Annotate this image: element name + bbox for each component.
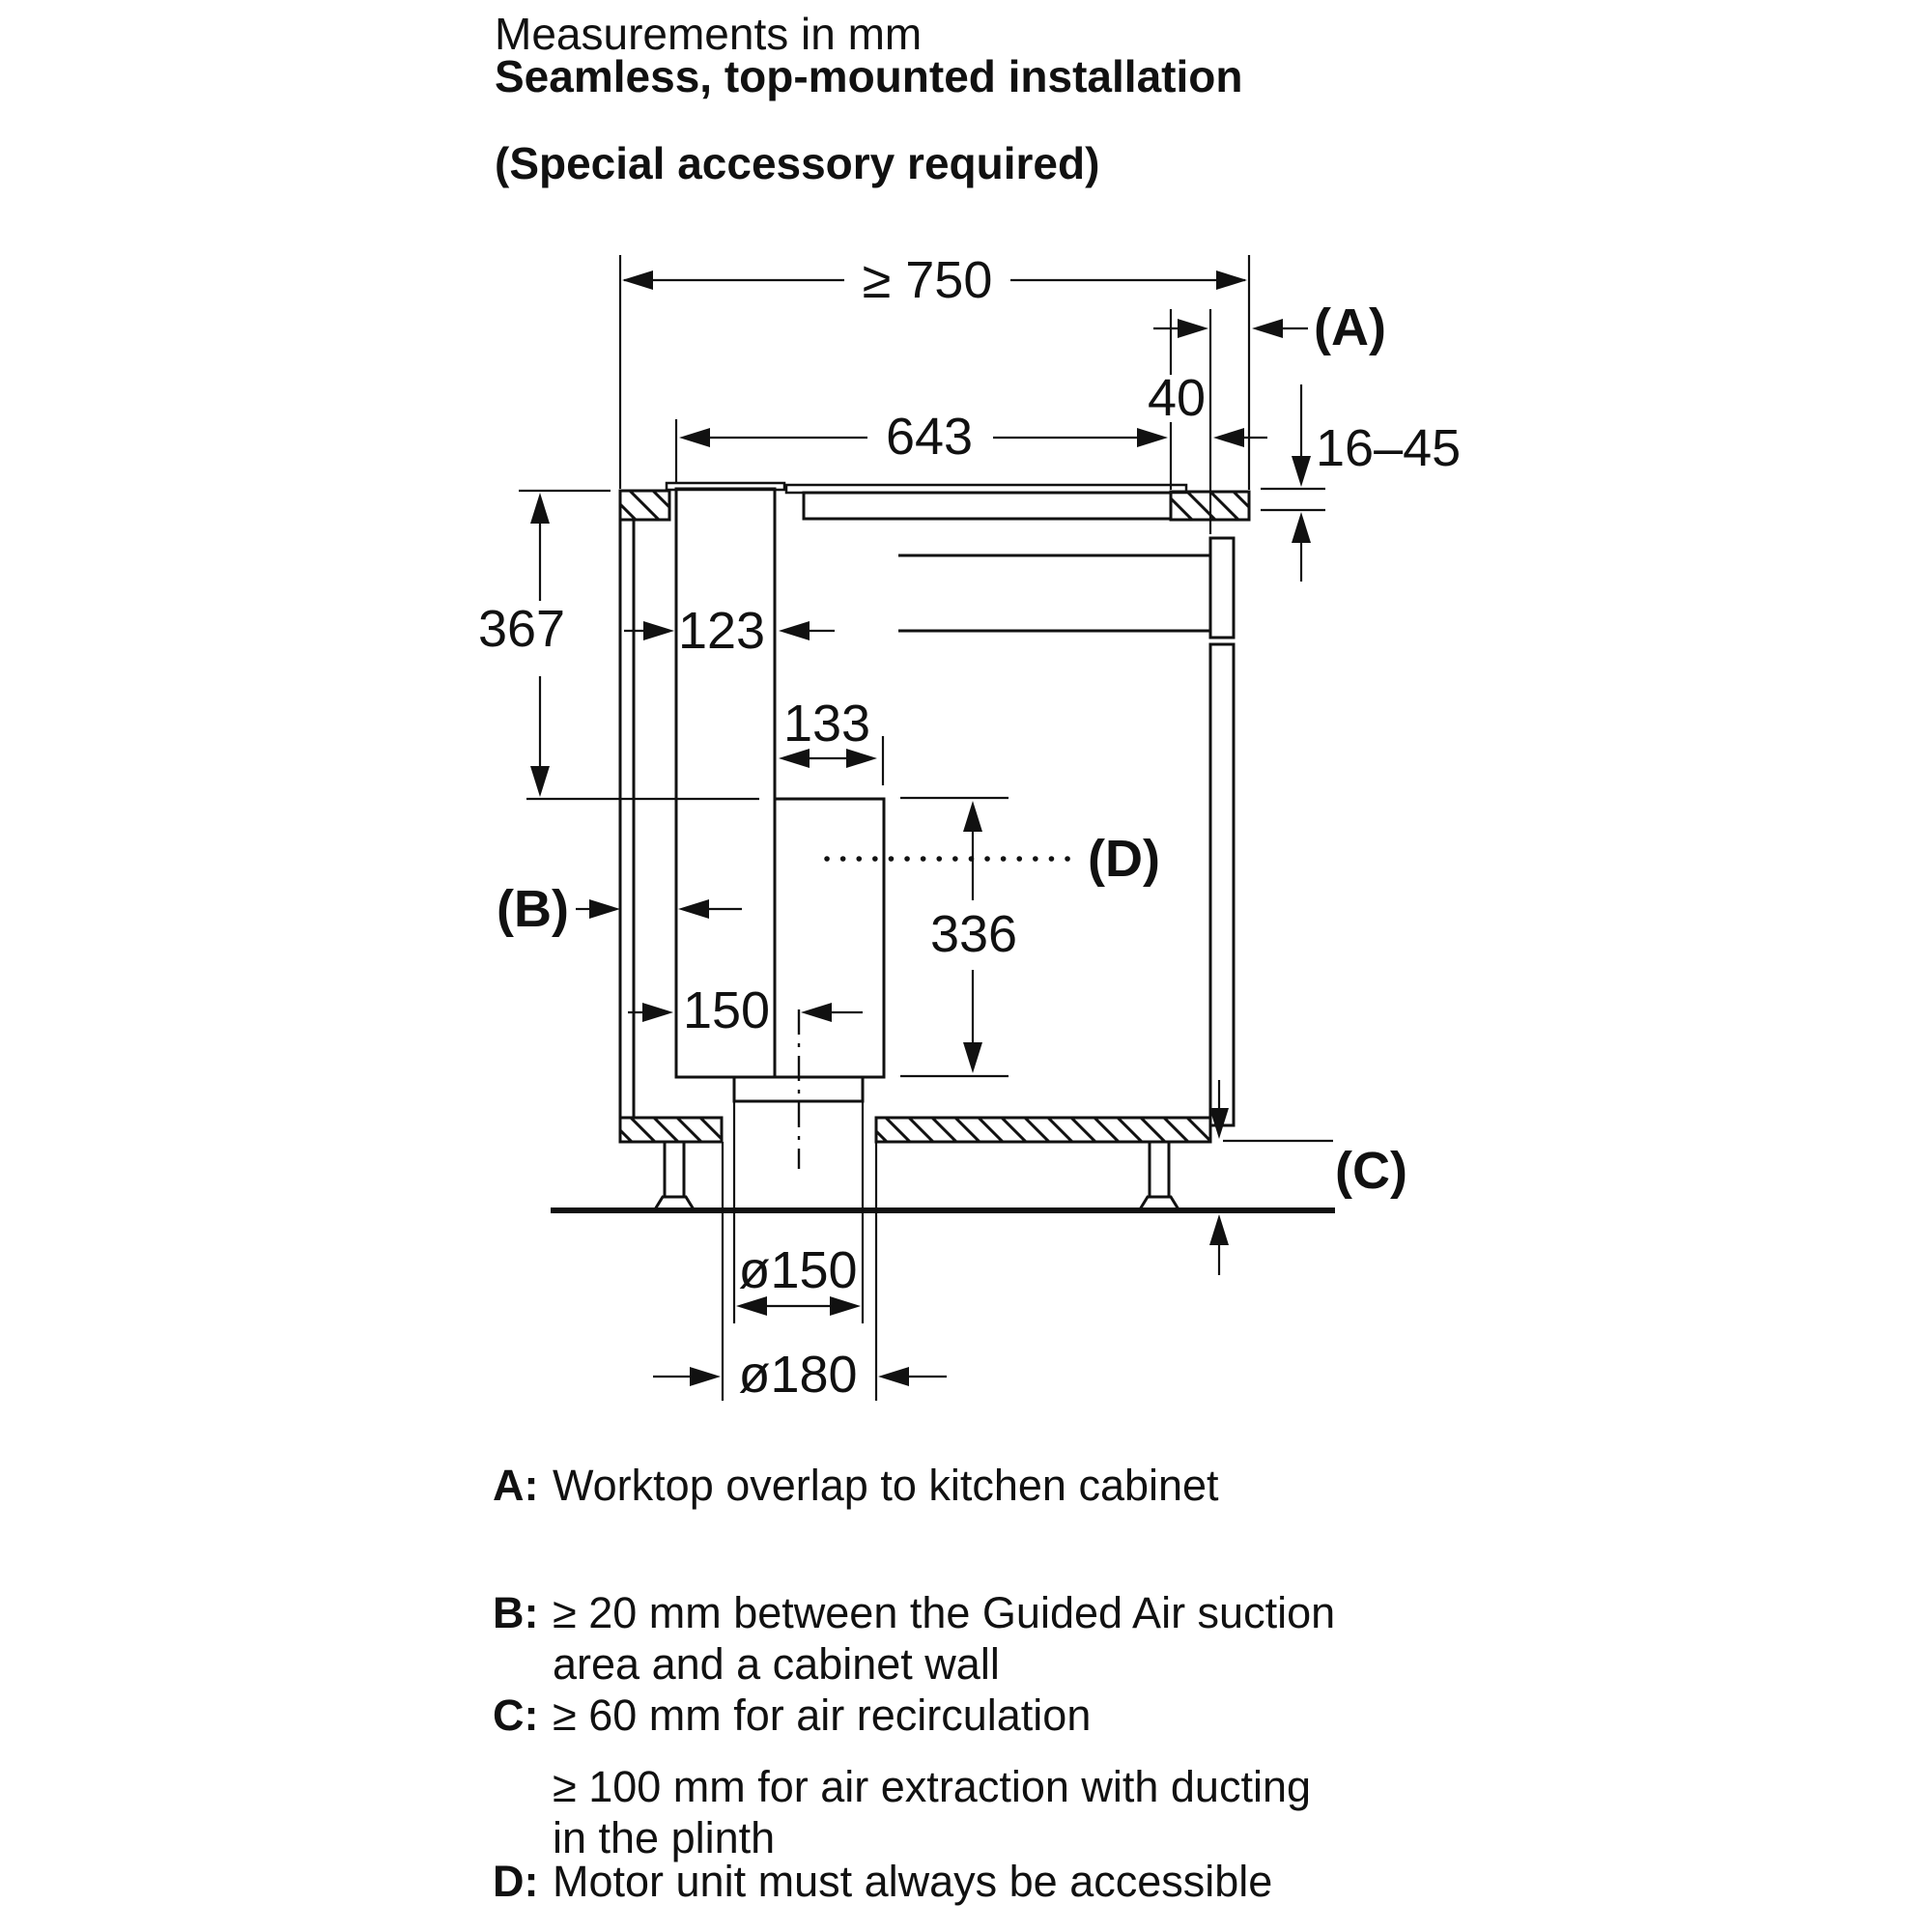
legend-text-b-line1: ≥ 20 mm between the Guided Air suction xyxy=(553,1588,1336,1637)
legend-item-c-extra xyxy=(553,1762,1311,1812)
dim-suction-offset xyxy=(628,981,863,1039)
dim-label-top-width: ≥ 750 xyxy=(862,251,993,309)
arrowhead xyxy=(878,1367,909,1386)
callout-d: (D) xyxy=(1088,830,1160,888)
dim-label-hob-width: 643 xyxy=(885,408,974,466)
arrowhead xyxy=(530,493,550,524)
cabinet-front-lower xyxy=(1210,644,1234,1125)
dim-label-suction-offset: 150 xyxy=(682,981,771,1039)
arrowhead xyxy=(963,1042,982,1073)
worktop-left-section xyxy=(620,491,669,520)
arrowhead xyxy=(1209,1108,1229,1139)
dim-motor-height xyxy=(900,798,1017,1076)
dim-label-duct-housing-width: 123 xyxy=(677,602,766,660)
legend-text-a: Worktop overlap to kitchen cabinet xyxy=(553,1461,1219,1510)
accessory-note: (Special accessory required) xyxy=(495,138,1100,188)
dim-label-diameter-150: ø150 xyxy=(738,1241,858,1299)
legend-text-d: Motor unit must always be accessible xyxy=(553,1857,1273,1906)
arrowhead xyxy=(1252,319,1283,338)
legend-text-b-line2: area and a cabinet wall xyxy=(553,1639,1000,1689)
legend-text-c-extra-line2: in the plinth xyxy=(553,1813,776,1862)
dim-label-motor-height: 336 xyxy=(929,905,1018,963)
dim-duct-housing-width xyxy=(624,602,835,660)
plinth-panel-left xyxy=(620,1118,722,1142)
motor-unit-box xyxy=(775,799,884,1077)
legend-item-c xyxy=(493,1690,1091,1741)
legend-key-b: B: xyxy=(493,1588,539,1637)
arrowhead xyxy=(679,428,710,447)
dim-motor-depth xyxy=(779,695,883,785)
callout-d-axis xyxy=(827,830,1160,888)
arrowhead xyxy=(530,766,550,797)
legend-key-a: A: xyxy=(493,1461,539,1510)
arrowhead xyxy=(1137,428,1168,447)
dim-label-diameter-180: ø180 xyxy=(738,1346,858,1404)
legend-text-c: ≥ 60 mm for air recirculation xyxy=(553,1690,1092,1740)
legend-key-c: C: xyxy=(493,1690,539,1740)
arrowhead xyxy=(589,899,620,919)
dim-worktop-thickness xyxy=(1261,384,1461,582)
dim-label-unit-height: 367 xyxy=(477,600,566,658)
units-note: Measurements in mm xyxy=(495,9,923,59)
dim-label-overlap-gap: 40 xyxy=(1147,369,1207,427)
legend-item-d xyxy=(493,1857,1272,1907)
legend-text-c-extra-line1: ≥ 100 mm for air extraction with ducting xyxy=(553,1762,1312,1811)
plinth-panel-right xyxy=(876,1118,1210,1142)
cabinet-leg-left xyxy=(665,1142,684,1197)
arrowhead xyxy=(642,1003,673,1022)
hob-body xyxy=(804,493,1171,519)
legend-key-d: D: xyxy=(493,1857,539,1906)
cabinet-leg-right xyxy=(1150,1142,1169,1197)
callout-a: (A) xyxy=(1314,298,1386,356)
arrowhead xyxy=(1292,512,1311,543)
arrowhead xyxy=(690,1367,721,1386)
legend-item-b xyxy=(493,1588,1335,1638)
dim-clearance-c xyxy=(1209,1080,1407,1275)
arrowhead xyxy=(963,801,982,832)
arrowhead xyxy=(1178,319,1208,338)
arrowhead xyxy=(678,899,709,919)
arrowhead xyxy=(779,621,810,640)
callout-c: (C) xyxy=(1335,1142,1407,1200)
dim-label-worktop-thickness: 16–45 xyxy=(1316,419,1462,477)
arrowhead xyxy=(622,270,653,290)
arrowhead xyxy=(643,621,674,640)
cabinet-structure xyxy=(551,483,1335,1210)
arrowhead xyxy=(830,1296,861,1316)
legend-item-b-cont xyxy=(553,1639,1000,1690)
dim-label-motor-depth: 133 xyxy=(782,695,871,753)
callout-b: (B) xyxy=(497,880,569,938)
arrowhead xyxy=(736,1296,767,1316)
arrowhead xyxy=(801,1003,832,1022)
cabinet-front-upper xyxy=(1210,538,1234,638)
arrowhead xyxy=(1292,456,1311,487)
arrowhead xyxy=(1209,1214,1229,1245)
arrowhead xyxy=(1216,270,1247,290)
legend-item-a xyxy=(493,1461,1219,1511)
arrowhead xyxy=(1213,428,1244,447)
page-title: Seamless, top-mounted installation xyxy=(495,51,1243,101)
